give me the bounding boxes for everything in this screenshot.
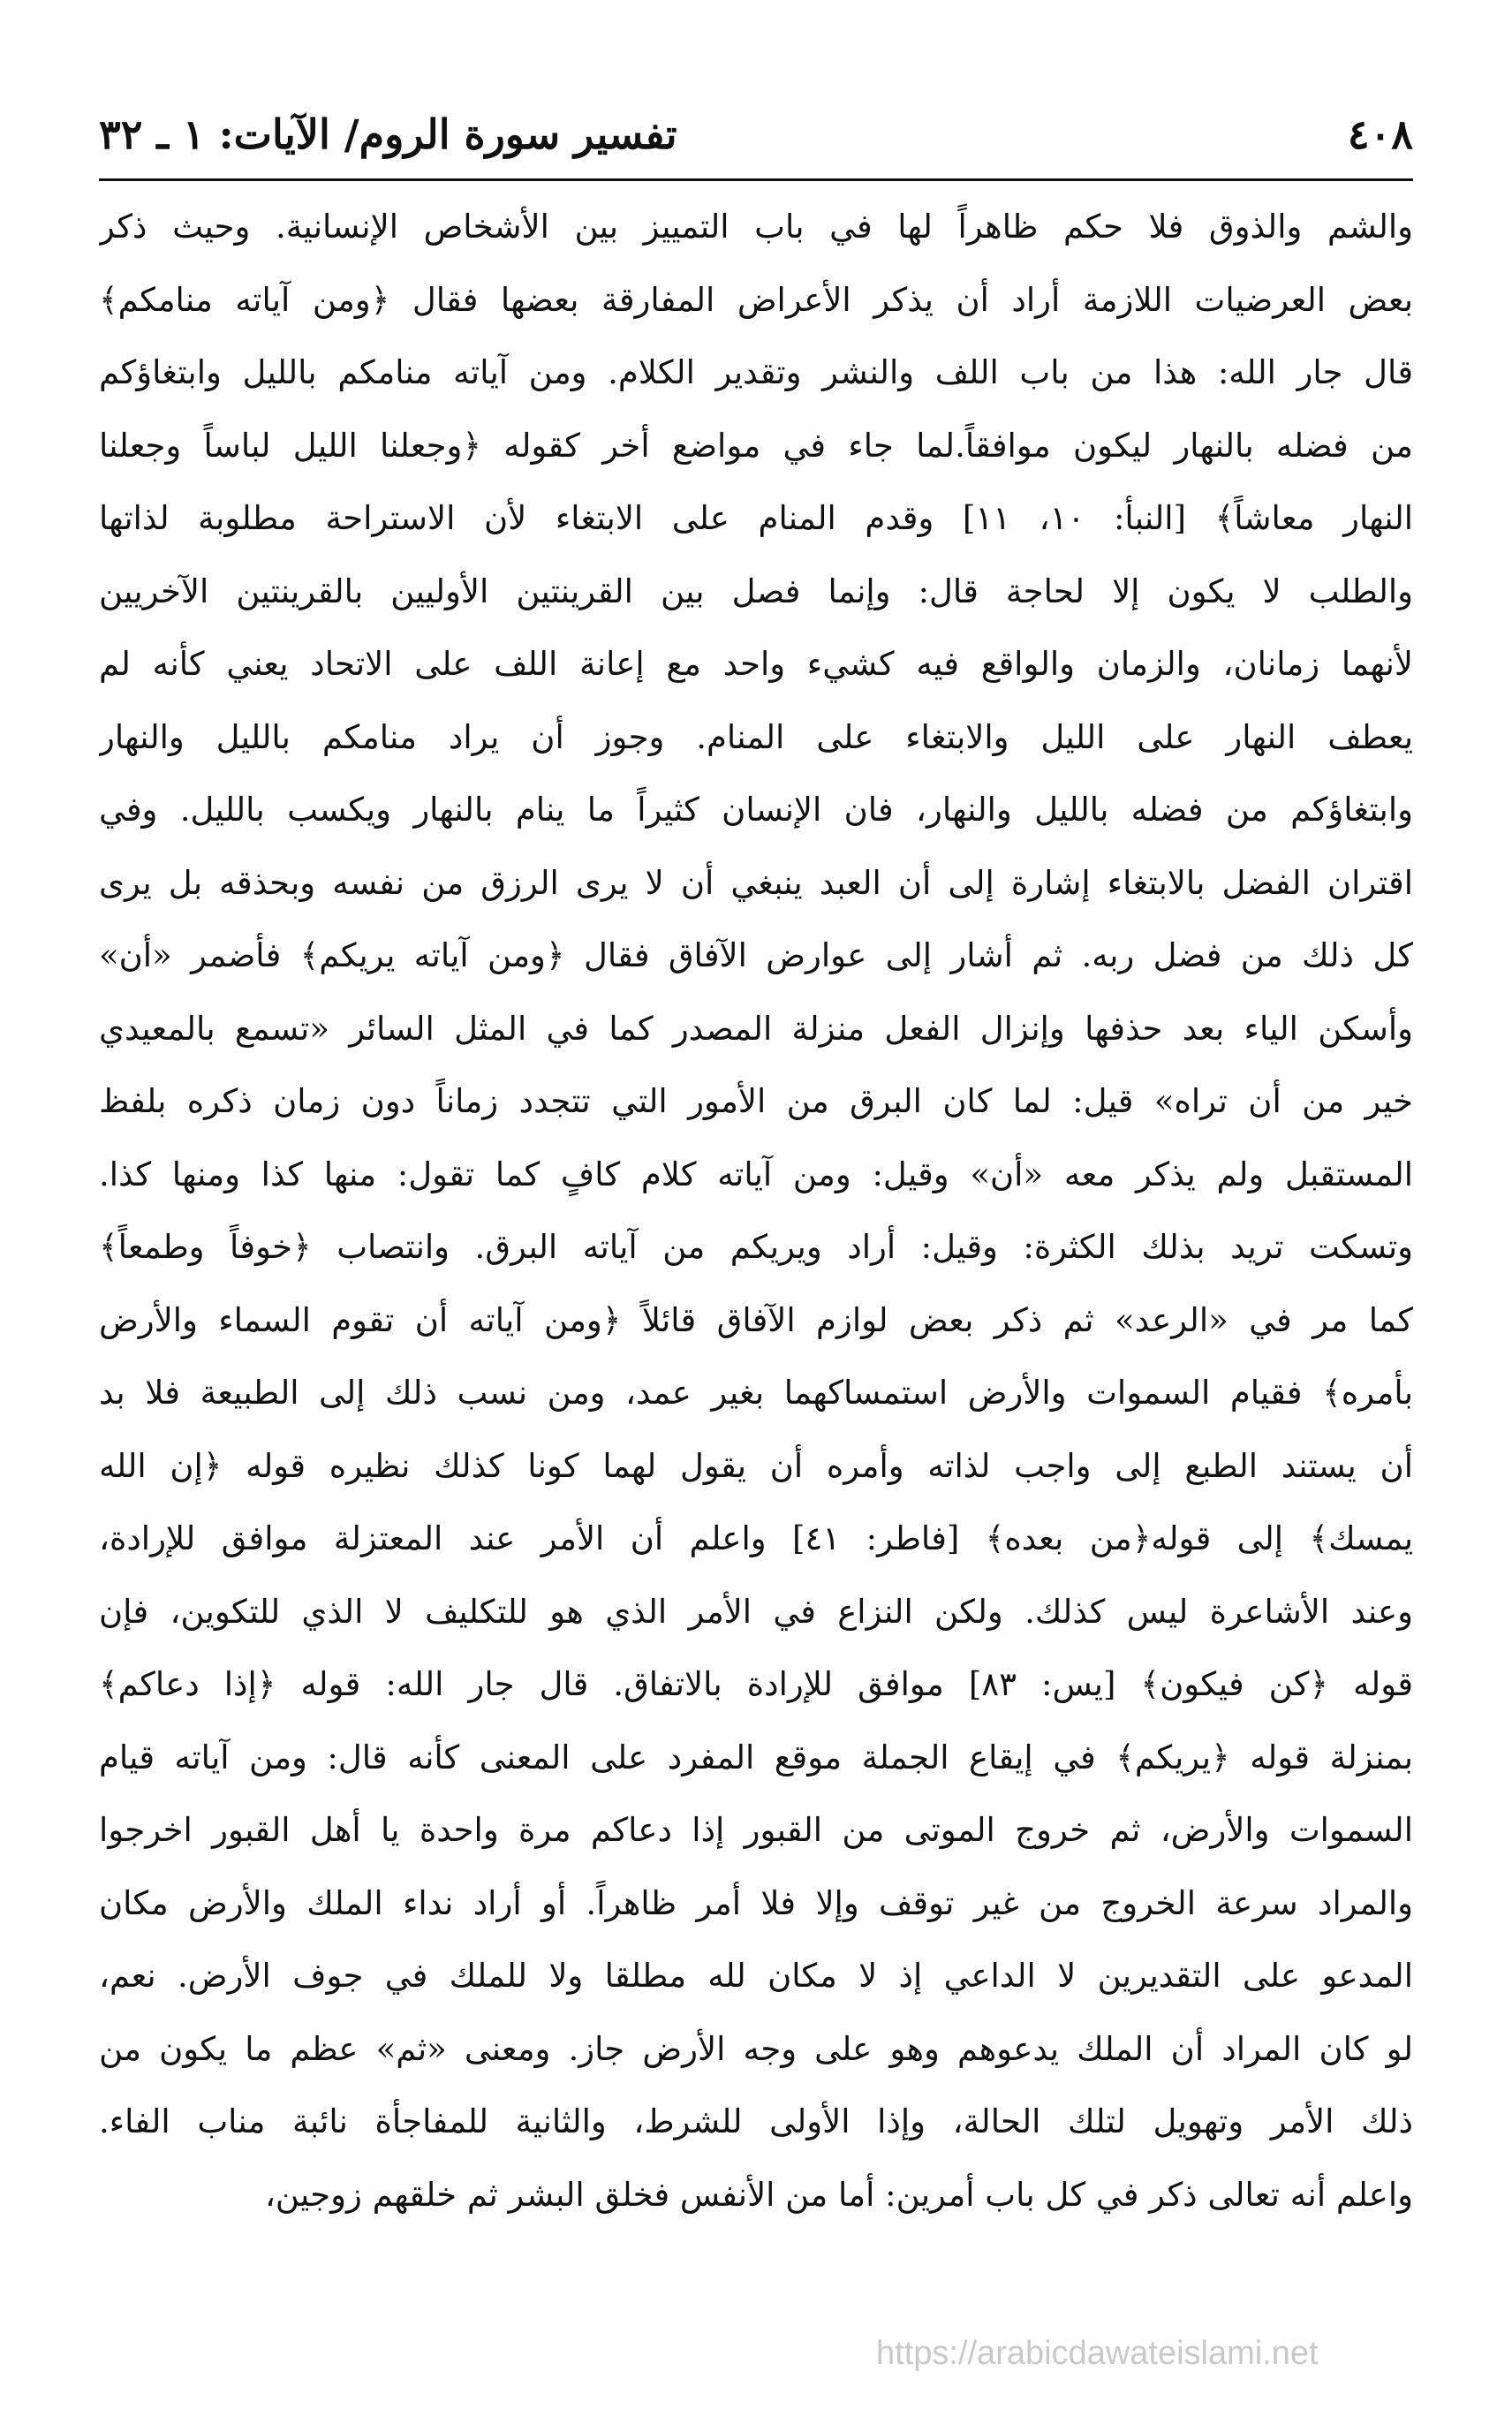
text-line: يمسك﴾ إلى قوله﴿من بعده﴾ [فاطر: ٤١] واعلم أن الأمر عند المعتزلة موافق للإرادة، [99,1519,1413,1557]
text-line: كما مر في «الرعد» ثم ذكر بعض لوازم الآفاق قائلاً ﴿ومن آياته أن تقوم السماء والأرض [99,1300,1413,1339]
page-header [99,106,1413,168]
text-line: وابتغاؤكم من فضله بالليل والنهار، فان الإنسان كثيراً ما ينام بالنهار ويكسب بالليل. وفي [99,791,1413,829]
text-line: كل ذلك من فضل ربه. ثم أشار إلى عوارض الآفاق فقال ﴿ومن آياته يريكم﴾ فأضمر «أن» [99,936,1413,974]
text-line: وأسكن الياء بعد حذفها وإنزال الفعل منزلة المصدر كما في المثل السائر «تسمع بالمعيدي [99,1009,1413,1048]
text-line: قال جار الله: هذا من باب اللف والنشر وتقدير الكلام. ومن آياته منامكم بالليل وابتغاؤكم [99,353,1413,391]
text-line: لو كان المراد أن الملك يدعوهم وهو على وجه الأرض جاز. ومعنى «ثم» عظم ما يكون من [99,2029,1413,2068]
text-line: لأنهما زمانان، والزمان والواقع فيه كشيء واحد مع إعانة اللف على الاتحاد يعني كأنه لم [99,645,1413,683]
text-line: وعند الأشاعرة ليس كذلك. ولكن النزاع في الأمر الذي هو للتكليف لا الذي للتكوين، فإن [99,1592,1413,1631]
text-line: المستقبل ولم يذكر معه «أن» وقيل: ومن آياته كلام كافٍ كما تقول: منها كذا ومنها كذا. [99,1155,1413,1193]
page-number: ٤٠٨ [1347,110,1413,158]
header-divider [99,178,1413,181]
text-line: بمنزلة قوله ﴿يريكم﴾ في إيقاع الجملة موقع المفرد على المعنى كأنه قال: ومن آياته قيام [99,1738,1413,1776]
text-line: واعلم أنه تعالى ذكر في كل باب أمرين: أما من الأنفس فخلق البشر ثم خلقهم زوجين، [264,2175,1413,2214]
text-line: من فضله بالنهار ليكون موافقاً.لما جاء في مواضع أخر كقوله ﴿وجعلنا الليل لباساً وجعلنا [99,426,1413,465]
body-text [99,191,1413,2231]
text-line: والمراد سرعة الخروج من غير توقف وإلا فلا أمر ظاهراً. أو أراد نداء الملك والأرض مكان [99,1883,1413,1922]
text-line: والشم والذوق فلا حكم ظاهراً لها في باب التمييز بين الأشخاص الإنسانية. وحيث ذكر [99,208,1413,246]
text-line: النهار معاشاً﴾ [النبأ: ١٠، ١١] وقدم المنام على الابتغاء لأن الاستراحة مطلوبة لذاتها [99,499,1413,537]
text-line: وتسكت تريد بذلك الكثرة: وقيل: أراد ويريكم من آياته البرق. وانتصاب ﴿خوفاً وطمعاً﴾ [99,1228,1413,1266]
text-line: المدعو على التقديرين لا الداعي إذ لا مكان لله مطلقا ولا للملك في جوف الأرض. نعم، [99,1957,1413,1995]
text-line: ذلك الأمر وتهويل لتلك الحالة، وإذا الأولى للشرط، والثانية للمفاجأة نائبة مناب الفاء. [99,2102,1413,2140]
text-line: يعطف النهار على الليل والابتغاء على المنام. وجوز أن يراد منامكم بالليل والنهار [99,717,1413,756]
text-line: السموات والأرض، ثم خروج الموتى من القبور إذا دعاكم مرة واحدة يا أهل القبور اخرجوا [99,1811,1413,1849]
text-line: خير من أن تراه» قيل: لما كان البرق من الأمور التي تتجدد زماناً دون زمان ذكره بلفظ [99,1082,1413,1120]
text-line: والطلب لا يكون إلا لحاجة قال: وإنما فصل بين القرينتين الأوليين بالقرينتين الآخريين [99,572,1413,610]
text-line: أن يستند الطبع إلى واجب لذاته وأمره أن يقول لهما كونا كذلك نظيره قوله ﴿إن الله [99,1446,1413,1485]
text-line: قوله ﴿كن فيكون﴾ [يس: ٨٣] موافق للإرادة بالاتفاق. قال جار الله: قوله ﴿إذا دعاكم﴾ [99,1665,1413,1703]
text-line: اقتران الفضل بالابتغاء إشارة إلى أن العبد ينبغي أن لا يرى الرزق من نفسه وبحذقه بل يرى [99,863,1413,902]
running-title: تفسير سورة الروم/ الآيات: ١ ـ ٣٢ [99,110,677,158]
text-line: بأمره﴾ فقيام السموات والأرض استمساكهما بغير عمد، ومن نسب ذلك إلى الطبيعة فلا بد [99,1374,1413,1412]
text-line: بعض العرضيات اللازمة أراد أن يذكر الأعراض المفارقة بعضها فقال ﴿ومن آياته منامكم﴾ [99,280,1413,319]
watermark-url: https://arabicdawateislami.net [876,2335,1319,2372]
